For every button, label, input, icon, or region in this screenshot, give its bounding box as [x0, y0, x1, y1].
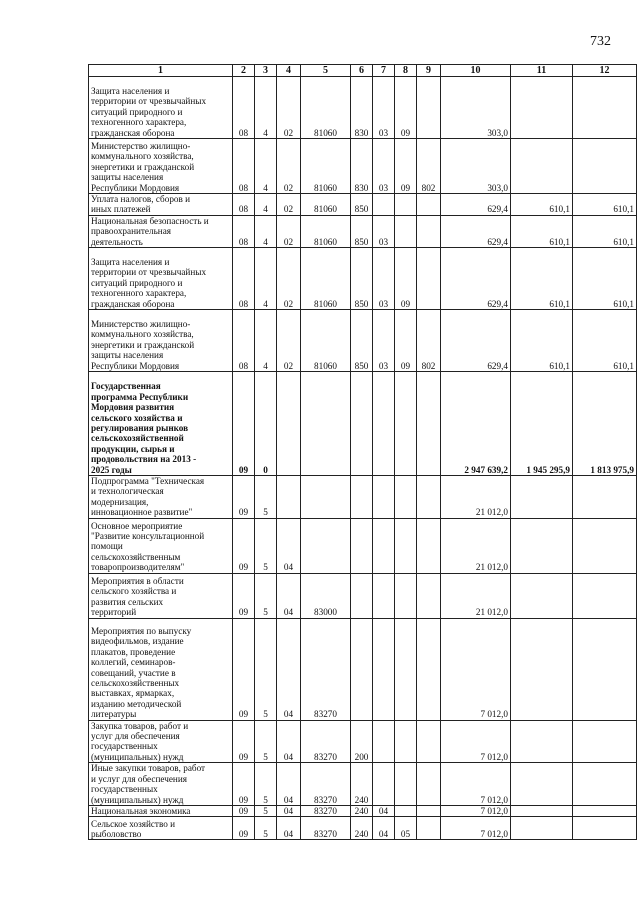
table-cell — [395, 720, 417, 763]
table-cell: 5 — [255, 805, 277, 816]
table-cell — [373, 573, 395, 618]
table-cell: 5 — [255, 817, 277, 840]
row-name-cell: Уплата налогов, сборов и иных платежей — [89, 194, 233, 216]
table-cell — [417, 194, 441, 216]
row-name-cell: Национальная экономика — [89, 805, 233, 816]
table-cell — [573, 518, 637, 573]
budget-table — [88, 64, 637, 840]
table-cell: 04 — [277, 573, 301, 618]
table-cell: 03 — [373, 77, 395, 139]
table-cell: 02 — [277, 139, 301, 194]
column-header: 12 — [573, 65, 637, 77]
table-cell — [351, 573, 373, 618]
table-cell: 802 — [417, 310, 441, 372]
table-cell: 04 — [277, 618, 301, 720]
column-header: 5 — [301, 65, 351, 77]
table-cell: 83270 — [301, 720, 351, 763]
table-cell: 08 — [233, 215, 255, 247]
table-cell — [511, 573, 573, 618]
header-row — [89, 65, 637, 77]
table-cell: 04 — [277, 805, 301, 816]
row-name-cell: Министерство жилищно- коммунального хозяйства, энергетики и гражданской защиты населения Республики Мордовия — [89, 310, 233, 372]
table-cell — [511, 139, 573, 194]
table-cell — [277, 372, 301, 476]
table-cell: 4 — [255, 215, 277, 247]
table-cell — [573, 763, 637, 806]
table-cell: 7 012,0 — [441, 763, 511, 806]
table-row — [89, 720, 637, 763]
table-cell — [417, 215, 441, 247]
table-cell — [417, 476, 441, 519]
table-cell — [373, 372, 395, 476]
table-row — [89, 310, 637, 372]
table-cell: 08 — [233, 77, 255, 139]
table-cell — [511, 805, 573, 816]
table-cell: 4 — [255, 139, 277, 194]
table-row — [89, 763, 637, 806]
table-cell: 04 — [277, 817, 301, 840]
table-cell — [417, 518, 441, 573]
table-cell: 09 — [395, 248, 417, 310]
table-row — [89, 618, 637, 720]
table-cell — [573, 618, 637, 720]
table-cell: 7 012,0 — [441, 720, 511, 763]
table-cell: 610,1 — [511, 310, 573, 372]
table-cell — [373, 618, 395, 720]
column-header: 9 — [417, 65, 441, 77]
row-name-cell: Закупка товаров, работ и услуг для обеспечения государственных (муниципальных) нужд — [89, 720, 233, 763]
table-cell — [395, 518, 417, 573]
row-name-cell: Подпрограмма "Техническая и технологическая модернизация, инновационное развитие" — [89, 476, 233, 519]
table-cell — [511, 720, 573, 763]
table-body — [89, 77, 637, 840]
column-header: 3 — [255, 65, 277, 77]
table-cell — [511, 77, 573, 139]
table-cell: 7 012,0 — [441, 618, 511, 720]
table-cell — [373, 720, 395, 763]
table-row — [89, 215, 637, 247]
table-cell: 610,1 — [511, 248, 573, 310]
table-cell: 240 — [351, 805, 373, 816]
table-cell — [511, 518, 573, 573]
table-cell: 21 012,0 — [441, 476, 511, 519]
table-cell: 83270 — [301, 763, 351, 806]
row-name-cell: Сельское хозяйство и рыболовство — [89, 817, 233, 840]
table-cell: 850 — [351, 248, 373, 310]
table-cell: 81060 — [301, 139, 351, 194]
table-cell: 610,1 — [573, 310, 637, 372]
row-name-cell: Мероприятия в области сельского хозяйства и развития сельских территорий — [89, 573, 233, 618]
table-cell — [417, 248, 441, 310]
table-cell: 09 — [233, 763, 255, 806]
table-cell: 303,0 — [441, 139, 511, 194]
table-cell: 09 — [233, 720, 255, 763]
table-cell: 02 — [277, 194, 301, 216]
table-cell: 03 — [373, 310, 395, 372]
table-cell — [395, 618, 417, 720]
table-cell: 04 — [277, 720, 301, 763]
column-header: 6 — [351, 65, 373, 77]
table-cell: 303,0 — [441, 77, 511, 139]
table-row — [89, 248, 637, 310]
table-cell: 81060 — [301, 194, 351, 216]
table-cell — [277, 476, 301, 519]
table-cell: 09 — [395, 310, 417, 372]
table-header — [89, 65, 637, 77]
table-row — [89, 518, 637, 573]
table-cell: 850 — [351, 215, 373, 247]
table-cell: 09 — [233, 476, 255, 519]
row-name-cell: Мероприятия по выпуску видеофильмов, издание плакатов, проведение коллегий, семинаров- совещаний, участие в сельскохозяйственных выставках, ярмарках, изданию методической литературы — [89, 618, 233, 720]
table-cell — [395, 476, 417, 519]
table-cell — [511, 763, 573, 806]
table-cell: 629,4 — [441, 194, 511, 216]
column-header: 4 — [277, 65, 301, 77]
table-cell — [417, 805, 441, 816]
table-cell: 610,1 — [573, 248, 637, 310]
table-cell — [573, 139, 637, 194]
column-header: 1 — [89, 65, 233, 77]
table-cell: 08 — [233, 139, 255, 194]
table-cell — [351, 518, 373, 573]
table-cell — [373, 763, 395, 806]
table-row — [89, 573, 637, 618]
column-header: 10 — [441, 65, 511, 77]
table-cell: 610,1 — [573, 215, 637, 247]
table-cell — [573, 817, 637, 840]
table-cell: 09 — [233, 805, 255, 816]
table-cell — [301, 372, 351, 476]
table-cell — [417, 720, 441, 763]
table-cell — [395, 805, 417, 816]
table-cell: 610,1 — [511, 194, 573, 216]
table-cell — [417, 77, 441, 139]
table-cell: 629,4 — [441, 310, 511, 372]
table-cell: 2 947 639,2 — [441, 372, 511, 476]
table-cell — [417, 618, 441, 720]
table-cell — [511, 817, 573, 840]
table-cell — [573, 805, 637, 816]
table-cell: 09 — [395, 139, 417, 194]
table-cell: 04 — [373, 805, 395, 816]
table-cell: 08 — [233, 194, 255, 216]
row-name-cell: Защита населения и территории от чрезвычайных ситуаций природного и техногенного характера, гражданская оборона — [89, 77, 233, 139]
table-cell: 03 — [373, 139, 395, 194]
table-cell — [373, 518, 395, 573]
row-name-cell: Защита населения и территории от чрезвычайных ситуаций природного и техногенного характера, гражданская оборона — [89, 248, 233, 310]
table-cell: 5 — [255, 618, 277, 720]
table-cell: 83270 — [301, 805, 351, 816]
table-cell: 1 813 975,9 — [573, 372, 637, 476]
table-cell: 629,4 — [441, 215, 511, 247]
table-cell — [351, 618, 373, 720]
table-cell: 7 012,0 — [441, 817, 511, 840]
column-header: 11 — [511, 65, 573, 77]
table-cell: 0 — [255, 372, 277, 476]
table-cell: 4 — [255, 310, 277, 372]
table-cell — [573, 476, 637, 519]
table-cell: 83270 — [301, 618, 351, 720]
table-cell — [395, 573, 417, 618]
table-cell: 81060 — [301, 77, 351, 139]
row-name-cell: Национальная безопасность и правоохранительная деятельность — [89, 215, 233, 247]
table-cell: 5 — [255, 573, 277, 618]
table-cell: 4 — [255, 77, 277, 139]
table-cell: 200 — [351, 720, 373, 763]
table-cell: 850 — [351, 194, 373, 216]
table-cell: 5 — [255, 518, 277, 573]
table-cell: 09 — [233, 817, 255, 840]
table-cell: 02 — [277, 310, 301, 372]
table-cell: 04 — [277, 518, 301, 573]
table-cell: 05 — [395, 817, 417, 840]
table-cell: 1 945 295,9 — [511, 372, 573, 476]
table-cell: 83000 — [301, 573, 351, 618]
column-header: 7 — [373, 65, 395, 77]
table-cell: 802 — [417, 139, 441, 194]
table-cell — [373, 476, 395, 519]
row-name-cell: Иные закупки товаров, работ и услуг для обеспечения государственных (муниципальных) нужд — [89, 763, 233, 806]
table-cell — [395, 194, 417, 216]
table-cell: 04 — [373, 817, 395, 840]
row-name-cell: Основное мероприятие "Развитие консультационной помощи сельскохозяйственным товаропроизводителям" — [89, 518, 233, 573]
table-cell: 08 — [233, 248, 255, 310]
table-cell: 09 — [233, 372, 255, 476]
table-cell: 21 012,0 — [441, 573, 511, 618]
table-cell: 03 — [373, 248, 395, 310]
table-cell: 02 — [277, 215, 301, 247]
table-cell: 81060 — [301, 215, 351, 247]
table-cell — [417, 817, 441, 840]
table-cell: 09 — [233, 573, 255, 618]
table-row — [89, 817, 637, 840]
table-cell — [351, 476, 373, 519]
table-cell: 4 — [255, 194, 277, 216]
table-cell — [395, 215, 417, 247]
table-row — [89, 476, 637, 519]
table-cell — [417, 763, 441, 806]
table-cell — [301, 476, 351, 519]
row-name-cell: Государственная программа Республики Мордовия развития сельского хозяйства и регулирования рынков сельскохозяйственной продукции, сырья и продовольствия на 2013 - 2025 годы — [89, 372, 233, 476]
table-cell: 610,1 — [573, 194, 637, 216]
table-cell: 5 — [255, 763, 277, 806]
row-name-cell: Министерство жилищно- коммунального хозяйства, энергетики и гражданской защиты населения Республики Мордовия — [89, 139, 233, 194]
table-cell: 5 — [255, 720, 277, 763]
table-cell — [573, 720, 637, 763]
table-cell: 02 — [277, 77, 301, 139]
table-cell: 03 — [373, 215, 395, 247]
table-row — [89, 194, 637, 216]
table-cell — [573, 573, 637, 618]
table-cell: 629,4 — [441, 248, 511, 310]
table-row — [89, 139, 637, 194]
table-row — [89, 77, 637, 139]
table-cell — [417, 573, 441, 618]
table-cell: 240 — [351, 817, 373, 840]
table-cell: 240 — [351, 763, 373, 806]
table-cell: 09 — [233, 518, 255, 573]
table-cell: 81060 — [301, 248, 351, 310]
table-cell: 83270 — [301, 817, 351, 840]
table-cell: 21 012,0 — [441, 518, 511, 573]
table-cell — [417, 372, 441, 476]
table-cell — [395, 763, 417, 806]
table-cell: 09 — [233, 618, 255, 720]
table-cell: 81060 — [301, 310, 351, 372]
table-cell: 5 — [255, 476, 277, 519]
column-header: 8 — [395, 65, 417, 77]
table-cell — [395, 372, 417, 476]
table-cell: 08 — [233, 310, 255, 372]
table-cell: 830 — [351, 77, 373, 139]
table-cell: 610,1 — [511, 215, 573, 247]
table-cell — [373, 194, 395, 216]
table-cell: 4 — [255, 248, 277, 310]
page-number: 732 — [590, 34, 611, 49]
table-cell: 830 — [351, 139, 373, 194]
table-cell — [511, 476, 573, 519]
table-cell: 02 — [277, 248, 301, 310]
table-cell: 7 012,0 — [441, 805, 511, 816]
table-cell: 04 — [277, 763, 301, 806]
table-row — [89, 372, 637, 476]
table-cell — [351, 372, 373, 476]
table-cell — [573, 77, 637, 139]
table-cell — [511, 618, 573, 720]
table-cell: 850 — [351, 310, 373, 372]
table-cell — [301, 518, 351, 573]
column-header: 2 — [233, 65, 255, 77]
table-row — [89, 805, 637, 816]
table-cell: 09 — [395, 77, 417, 139]
